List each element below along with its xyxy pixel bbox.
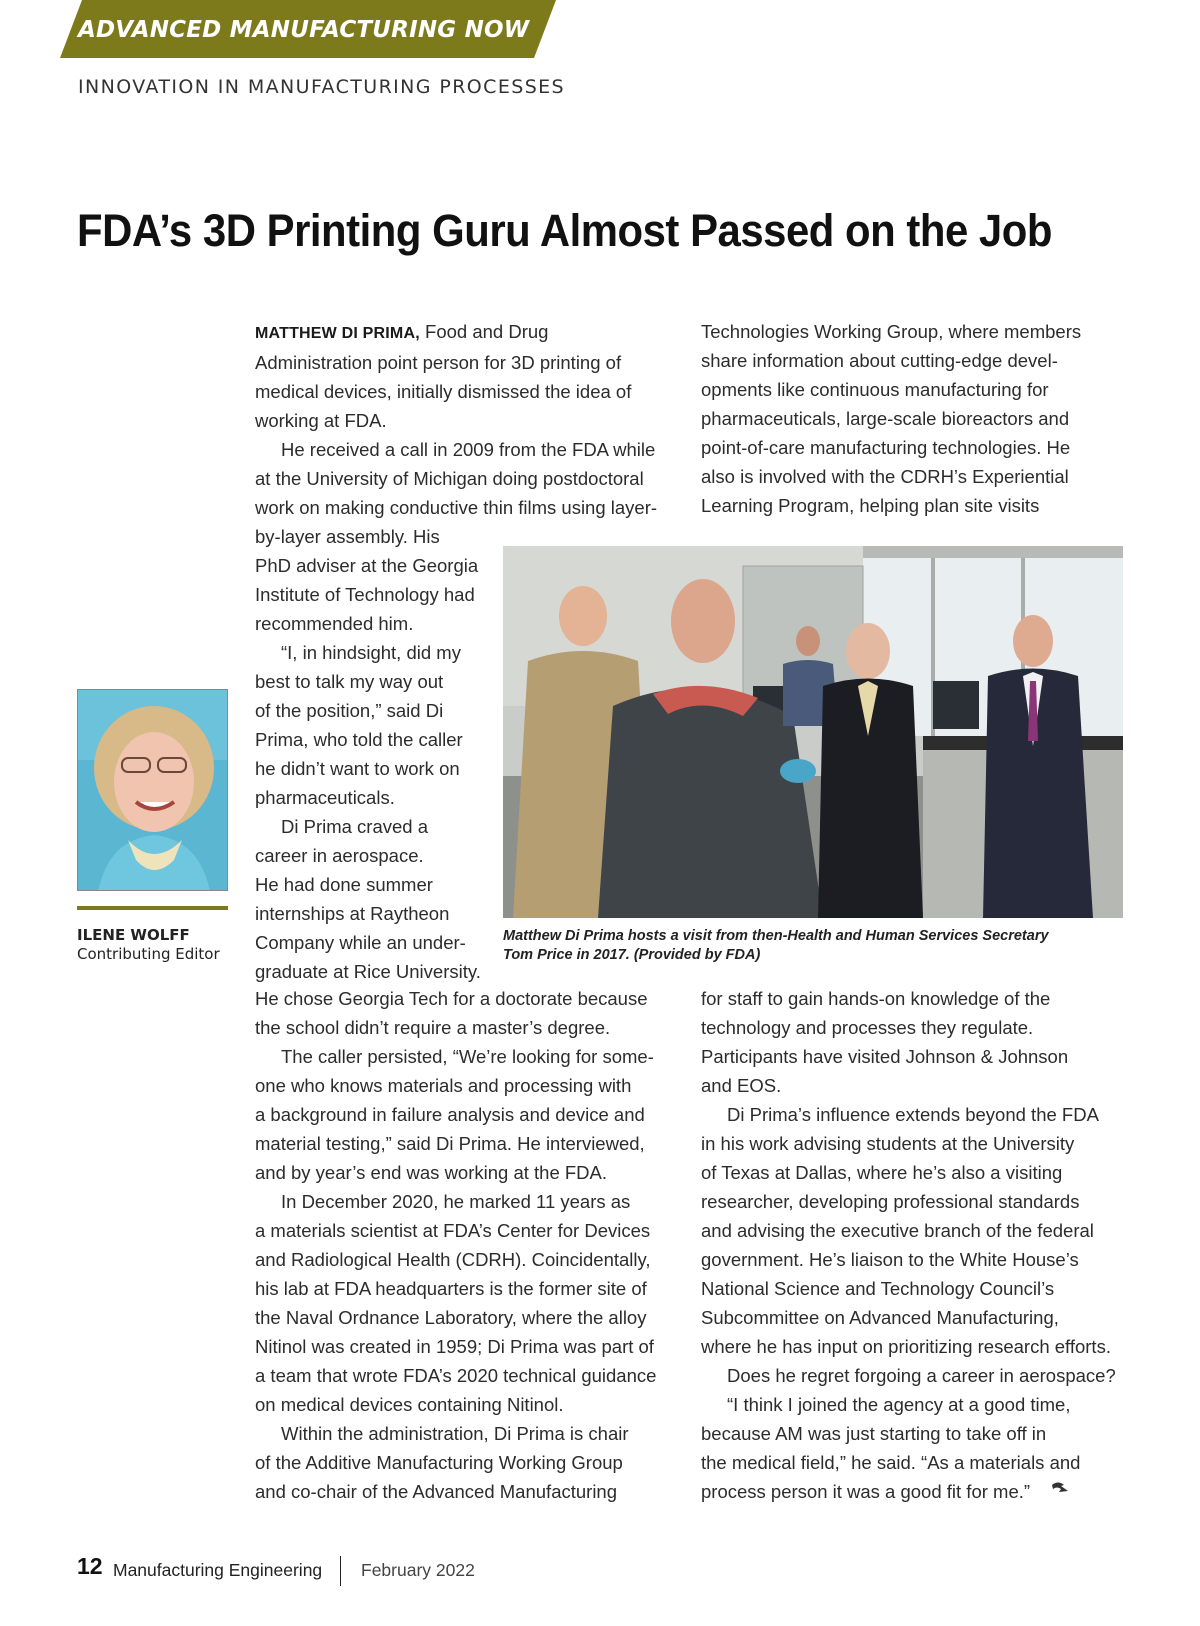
footer-divider: [340, 1556, 341, 1586]
article-line: PhD adviser at the Georgia: [255, 555, 479, 576]
article-line: for staff to gain hands-on knowledge of the: [701, 988, 1051, 1009]
article-line: in his work advising students at the University: [701, 1133, 1075, 1154]
article-line: process person it was a good fit for me.”: [701, 1481, 1031, 1502]
photo-caption: [503, 927, 1123, 965]
article-line: opments like continuous manufacturing for: [701, 379, 1049, 400]
article-line: He received a call in 2009 from the FDA while: [281, 439, 656, 460]
article-line: also is involved with the CDRH’s Experiential: [701, 466, 1069, 487]
article-line: pharmaceuticals.: [255, 787, 395, 808]
lead-name: MATTHEW DI PRIMA,: [255, 325, 420, 342]
article-line: Administration point person for 3D printing of: [255, 352, 622, 373]
article-photo: [503, 546, 1123, 918]
article-line: researcher, developing professional standards: [701, 1191, 1080, 1212]
article-line: National Science and Technology Council’s: [701, 1278, 1055, 1299]
author-role: Contributing Editor: [77, 945, 220, 963]
article-line: Company while an under-: [255, 932, 466, 953]
article-column-1-bottom: [255, 984, 656, 1506]
article-line: a team that wrote FDA’s 2020 technical guidance: [255, 1365, 657, 1386]
page-number: 12: [77, 1553, 103, 1579]
article-line: government. He’s liaison to the White House’s: [701, 1249, 1079, 1270]
article-line: and advising the executive branch of the federal: [701, 1220, 1094, 1241]
article-line: graduate at Rice University.: [255, 961, 481, 982]
article-line: Nitinol was created in 1959; Di Prima was part of: [255, 1336, 654, 1357]
article-line: He had done summer: [255, 874, 433, 895]
article-line: of the position,” said Di: [255, 700, 444, 721]
article-line: pharmaceuticals, large-scale bioreactors and: [701, 408, 1070, 429]
article-line: the medical field,” he said. “As a materials and: [701, 1452, 1081, 1473]
article-line: Subcommittee on Advanced Manufacturing,: [701, 1307, 1059, 1328]
article-line: The caller persisted, “We’re looking for some-: [281, 1046, 654, 1067]
article-line: Di Prima’s influence extends beyond the FDA: [727, 1104, 1099, 1125]
article-column-2-bottom: [701, 984, 1116, 1506]
article-line: of the Additive Manufacturing Working Group: [255, 1452, 623, 1473]
article-line: Learning Program, helping plan site visits: [701, 495, 1040, 516]
article-line: and EOS.: [701, 1075, 782, 1096]
article-line: medical devices, initially dismissed the idea of: [255, 381, 632, 402]
article-line: recommended him.: [255, 613, 414, 634]
publication-name: Manufacturing Engineering: [113, 1560, 323, 1580]
article-line: work on making conductive thin films using layer-: [255, 497, 658, 518]
article-line: [255, 317, 657, 348]
author-photo: [77, 689, 228, 891]
article-line: Institute of Technology had: [255, 584, 475, 605]
article-line: the school didn’t require a master’s degree.: [255, 1017, 611, 1038]
article-line: Di Prima craved a: [281, 816, 429, 837]
article-line: Technologies Working Group, where members: [701, 321, 1082, 342]
article-line: Within the administration, Di Prima is chair: [281, 1423, 629, 1444]
article-line: share information about cutting-edge devel-: [701, 350, 1058, 371]
article-line: a background in failure analysis and device and: [255, 1104, 645, 1125]
article-line: and by year’s end was working at the FDA.: [255, 1162, 608, 1183]
photo-caption-line: Tom Price in 2017. (Provided by FDA): [503, 947, 761, 963]
end-of-article-icon: [1050, 1479, 1070, 1500]
article-line: “I, in hindsight, did my: [281, 642, 461, 663]
article-line: Prima, who told the caller: [255, 729, 463, 750]
article-line: because AM was just starting to take off in: [701, 1423, 1047, 1444]
photo-caption-line: Matthew Di Prima hosts a visit from then-Health and Human Services Secretary: [503, 928, 1049, 944]
article-line: He chose Georgia Tech for a doctorate because: [255, 988, 648, 1009]
article-line: best to talk my way out: [255, 671, 444, 692]
article-line: career in aerospace.: [255, 845, 424, 866]
article-line: the Naval Ordnance Laboratory, where the alloy: [255, 1307, 647, 1328]
article-line: In December 2020, he marked 11 years as: [281, 1191, 631, 1212]
section-title: ADVANCED MANUFACTURING NOW: [78, 17, 530, 43]
article-text: Food and Drug: [419, 321, 549, 342]
article-line: internships at Raytheon: [255, 903, 450, 924]
article-line: and co-chair of the Advanced Manufacturing: [255, 1481, 618, 1502]
section-subtitle: INNOVATION IN MANUFACTURING PROCESSES: [78, 76, 566, 98]
author-rule: [77, 906, 228, 910]
article-line: working at FDA.: [255, 410, 387, 431]
article-line: Does he regret forgoing a career in aerospace?: [727, 1365, 1116, 1386]
article-column-2-top: [701, 317, 1081, 520]
article-line: he didn’t want to work on: [255, 758, 460, 779]
article-line: Participants have visited Johnson & Johnson: [701, 1046, 1069, 1067]
article-line: at the University of Michigan doing postdoctoral: [255, 468, 644, 489]
article-line: material testing,” said Di Prima. He interviewed,: [255, 1133, 645, 1154]
article-line: a materials scientist at FDA’s Center for Devices: [255, 1220, 651, 1241]
article-line: technology and processes they regulate.: [701, 1017, 1034, 1038]
article-line: of Texas at Dallas, where he’s also a visiting: [701, 1162, 1063, 1183]
article-title: FDA’s 3D Printing Guru Almost Passed on the Job: [77, 205, 1052, 256]
article-line: where he has input on prioritizing research efforts.: [701, 1336, 1111, 1357]
article-line: by-layer assembly. His: [255, 526, 440, 547]
issue-date: February 2022: [361, 1560, 475, 1580]
article-line: one who knows materials and processing with: [255, 1075, 632, 1096]
article-line: his lab at FDA headquarters is the former site of: [255, 1278, 647, 1299]
author-name: ILENE WOLFF: [77, 926, 190, 944]
article-line: on medical devices containing Nitinol.: [255, 1394, 564, 1415]
article-line: “I think I joined the agency at a good time,: [727, 1394, 1071, 1415]
article-line: and Radiological Health (CDRH). Coincidentally,: [255, 1249, 651, 1270]
article-line: point-of-care manufacturing technologies. He: [701, 437, 1071, 458]
